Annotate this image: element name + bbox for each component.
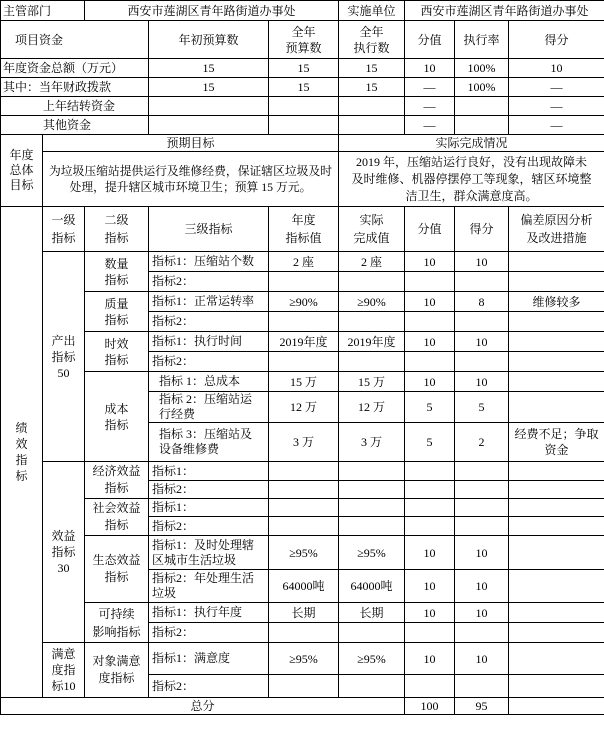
col-score: 得分 <box>509 21 604 59</box>
indicator-deviation <box>509 517 604 536</box>
funds-initial-budget <box>149 97 269 116</box>
funds-initial-budget: 15 <box>149 78 269 97</box>
funds-executed <box>339 116 405 135</box>
indicator-score: 2 <box>455 423 509 462</box>
funds-score: 10 <box>509 59 604 78</box>
funds-weight: — <box>405 78 455 97</box>
indicator-score: 5 <box>455 392 509 423</box>
indicator-target: 15 万 <box>269 372 339 392</box>
indicator-score: 8 <box>455 292 509 312</box>
impl-value: 西安市莲湖区青年路街道办事处 <box>405 1 604 21</box>
funds-row-label: 年度资金总额（万元） <box>1 59 149 78</box>
indicator-weight: 10 <box>405 252 455 272</box>
indicator-score <box>455 499 509 517</box>
header-weight: 分值 <box>405 207 455 252</box>
indicator-name: 指标1：执行时间 <box>149 332 269 352</box>
indicator-name: 指标1：压缩站个数 <box>149 252 269 272</box>
funds-annual-budget <box>269 97 339 116</box>
indicator-score <box>455 352 509 372</box>
funds-rate: 100% <box>455 78 509 97</box>
indicator-deviation <box>509 499 604 517</box>
indicator-actual <box>339 272 405 292</box>
indicator-score <box>455 623 509 643</box>
funds-row-label: 其中：当年财政拨款 <box>1 78 149 97</box>
funds-executed: 15 <box>339 59 405 78</box>
indicator-weight: 10 <box>405 643 455 675</box>
indicator-actual: 15 万 <box>339 372 405 392</box>
level2-timeliness: 时效 指标 <box>85 332 149 372</box>
indicator-name: 指标 1：总成本 <box>149 372 269 392</box>
indicator-score <box>455 481 509 499</box>
funds-annual-budget <box>269 116 339 135</box>
indicator-actual <box>339 481 405 499</box>
actual-completion-header: 实际完成情况 <box>339 135 604 152</box>
indicator-name: 指标1： <box>149 499 269 517</box>
indicator-deviation <box>509 643 604 675</box>
indicator-deviation <box>509 272 604 292</box>
total-label: 总分 <box>1 698 405 715</box>
funds-score: — <box>509 116 604 135</box>
indicator-target: 64000吨 <box>269 570 339 603</box>
indicator-actual <box>339 517 405 536</box>
funds-score: — <box>509 97 604 116</box>
indicator-target <box>269 675 339 698</box>
header-target: 年度 指标值 <box>269 207 339 252</box>
indicator-name: 指标1：正常运转率 <box>149 292 269 312</box>
expected-goal-text: 为垃圾压缩站提供运行及维修经费，保证辖区垃圾及时 处理，提升辖区城市环境卫生；预算 15 万元。 <box>43 152 339 207</box>
indicator-name: 指标 3：压缩站及 设备维修费 <box>149 423 269 462</box>
indicator-actual: 2 座 <box>339 252 405 272</box>
indicator-weight: 5 <box>405 392 455 423</box>
indicator-weight: 10 <box>405 292 455 312</box>
indicator-weight <box>405 675 455 698</box>
indicator-score <box>455 462 509 481</box>
indicator-weight <box>405 481 455 499</box>
funds-initial-budget <box>149 116 269 135</box>
indicator-deviation <box>509 675 604 698</box>
indicator-score <box>455 517 509 536</box>
indicator-name: 指标2： <box>149 675 269 698</box>
indicator-actual <box>339 352 405 372</box>
funds-executed: 15 <box>339 78 405 97</box>
indicator-name: 指标2： <box>149 272 269 292</box>
indicator-target <box>269 462 339 481</box>
funds-annual-budget: 15 <box>269 59 339 78</box>
indicator-actual: 2019年度 <box>339 332 405 352</box>
indicator-name: 指标 2：压缩站运 行经费 <box>149 392 269 423</box>
indicator-score <box>455 675 509 698</box>
level2-quality: 质量 指标 <box>85 292 149 332</box>
indicator-target: 2019年度 <box>269 332 339 352</box>
indicator-deviation <box>509 570 604 603</box>
indicator-name: 指标2：年处理生活 垃圾 <box>149 570 269 603</box>
impl-label: 实施单位 <box>339 1 405 21</box>
indicator-score: 10 <box>455 536 509 570</box>
funds-row-label: 上年结转资金 <box>1 97 149 116</box>
indicator-target <box>269 517 339 536</box>
indicator-weight: 10 <box>405 372 455 392</box>
level2-sustainable: 可持续 影响指标 <box>85 603 149 643</box>
level2-ecological: 生态效益 指标 <box>85 536 149 603</box>
funds-label: 项目资金 <box>1 21 149 59</box>
indicator-actual: 12 万 <box>339 392 405 423</box>
actual-completion-text: 2019 年，压缩站运行良好，没有出现故障未 及时维修、机器停摆停工等现象，辖区环境整 洁卫生，群众满意度高。 <box>339 152 604 207</box>
header-level3: 三级指标 <box>149 207 269 252</box>
indicator-name: 指标1：及时处理辖 区城市生活垃圾 <box>149 536 269 570</box>
funds-score: — <box>509 78 604 97</box>
indicator-deviation <box>509 603 604 623</box>
indicator-deviation <box>509 372 604 392</box>
indicator-deviation <box>509 332 604 352</box>
indicator-weight <box>405 462 455 481</box>
header-actual: 实际 完成值 <box>339 207 405 252</box>
indicator-name: 指标1： <box>149 462 269 481</box>
indicator-name: 指标2： <box>149 517 269 536</box>
indicator-actual: ≥95% <box>339 643 405 675</box>
indicator-score: 10 <box>455 643 509 675</box>
indicator-name: 指标2： <box>149 623 269 643</box>
indicator-actual <box>339 462 405 481</box>
col-weight: 分值 <box>405 21 455 59</box>
total-deviation <box>509 698 604 715</box>
indicator-target: 3 万 <box>269 423 339 462</box>
total-weight: 100 <box>405 698 455 715</box>
indicator-deviation <box>509 462 604 481</box>
col-rate: 执行率 <box>455 21 509 59</box>
indicator-target <box>269 312 339 332</box>
header-level2: 二级 指标 <box>85 207 149 252</box>
indicator-weight: 5 <box>405 423 455 462</box>
indicator-score: 10 <box>455 252 509 272</box>
col-annual-budget: 全年 预算数 <box>269 21 339 59</box>
header-level1: 一级 指标 <box>43 207 85 252</box>
indicator-weight <box>405 517 455 536</box>
indicator-weight <box>405 272 455 292</box>
dept-label: 主管部门 <box>1 1 85 21</box>
indicator-score <box>455 272 509 292</box>
indicator-score: 10 <box>455 372 509 392</box>
indicator-target <box>269 272 339 292</box>
indicator-weight: 10 <box>405 570 455 603</box>
header-deviation: 偏差原因分析 及改进措施 <box>509 207 604 252</box>
indicator-name: 指标2： <box>149 352 269 372</box>
indicator-actual: ≥95% <box>339 536 405 570</box>
funds-weight: — <box>405 97 455 116</box>
funds-weight: 10 <box>405 59 455 78</box>
indicator-weight: 10 <box>405 603 455 623</box>
funds-initial-budget: 15 <box>149 59 269 78</box>
indicator-weight: 10 <box>405 536 455 570</box>
indicator-score <box>455 312 509 332</box>
indicator-actual <box>339 623 405 643</box>
indicator-target: ≥90% <box>269 292 339 312</box>
indicator-actual: 3 万 <box>339 423 405 462</box>
indicator-deviation <box>509 392 604 423</box>
funds-executed <box>339 97 405 116</box>
indicator-deviation <box>509 481 604 499</box>
indicator-actual <box>339 312 405 332</box>
indicator-target <box>269 499 339 517</box>
indicator-deviation <box>509 312 604 332</box>
indicator-actual: ≥90% <box>339 292 405 312</box>
indicator-score: 10 <box>455 570 509 603</box>
indicator-deviation <box>509 623 604 643</box>
header-score: 得分 <box>455 207 509 252</box>
indicator-actual <box>339 499 405 517</box>
indicator-target <box>269 623 339 643</box>
level1-output: 产出 指标 50 <box>43 252 85 462</box>
level1-benefit: 效益 指标 30 <box>43 462 85 643</box>
funds-row-label: 其他资金 <box>1 116 149 135</box>
indicator-target <box>269 481 339 499</box>
indicator-deviation: 维修较多 <box>509 292 604 312</box>
indicator-weight <box>405 623 455 643</box>
indicator-weight <box>405 352 455 372</box>
level2-quantity: 数量 指标 <box>85 252 149 292</box>
expected-goal-header: 预期目标 <box>43 135 339 152</box>
level2-social: 社会效益 指标 <box>85 499 149 536</box>
indicator-deviation: 经费不足；争取 资金 <box>509 423 604 462</box>
indicator-deviation <box>509 352 604 372</box>
indicator-target: 12 万 <box>269 392 339 423</box>
indicator-actual: 长期 <box>339 603 405 623</box>
performance-indicators-label: 绩 效 指 标 <box>1 207 43 698</box>
col-initial-budget: 年初预算数 <box>149 21 269 59</box>
indicator-name: 指标1：满意度 <box>149 643 269 675</box>
level1-satisfaction: 满意 度指 标10 <box>43 643 85 698</box>
indicator-score: 10 <box>455 603 509 623</box>
indicator-target <box>269 352 339 372</box>
indicator-weight <box>405 312 455 332</box>
indicator-score: 10 <box>455 332 509 352</box>
indicator-target: ≥95% <box>269 536 339 570</box>
indicator-target: ≥95% <box>269 643 339 675</box>
total-score: 95 <box>455 698 509 715</box>
indicator-name: 指标2： <box>149 312 269 332</box>
funds-rate <box>455 116 509 135</box>
indicator-name: 指标2： <box>149 481 269 499</box>
indicator-deviation <box>509 252 604 272</box>
indicator-weight <box>405 499 455 517</box>
indicator-target: 2 座 <box>269 252 339 272</box>
col-executed: 全年 执行数 <box>339 21 405 59</box>
indicator-target: 长期 <box>269 603 339 623</box>
indicator-name: 指标1：执行年度 <box>149 603 269 623</box>
funds-rate <box>455 97 509 116</box>
indicator-actual <box>339 675 405 698</box>
level2-cost: 成本 指标 <box>85 372 149 462</box>
indicator-deviation <box>509 536 604 570</box>
funds-rate: 100% <box>455 59 509 78</box>
annual-goals-label: 年度 总体 目标 <box>1 135 43 207</box>
indicator-weight: 10 <box>405 332 455 352</box>
dept-value: 西安市莲湖区青年路街道办事处 <box>85 1 339 21</box>
indicator-actual: 64000吨 <box>339 570 405 603</box>
level2-target-satisfaction: 对象满意 度指标 <box>85 643 149 698</box>
funds-annual-budget: 15 <box>269 78 339 97</box>
funds-weight: — <box>405 116 455 135</box>
level2-economic: 经济效益 指标 <box>85 462 149 499</box>
